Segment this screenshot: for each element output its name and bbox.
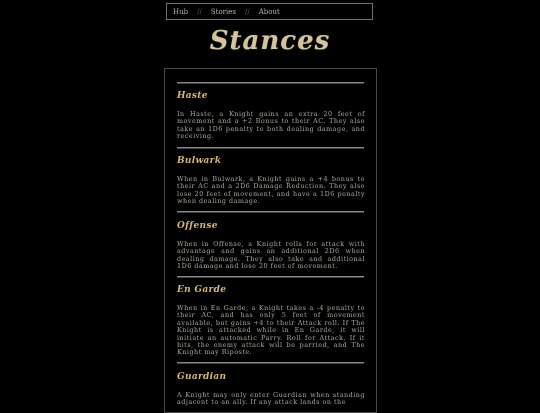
divider (177, 147, 364, 149)
divider (177, 82, 364, 84)
page-title: Stances (209, 26, 331, 56)
stance-title-bulwark: Bulwark (177, 156, 222, 166)
divider (177, 276, 364, 278)
nav-link-hub[interactable]: Hub (173, 7, 189, 16)
stance-title-guardian: Guardian (177, 372, 227, 382)
stance-description-haste: In Haste, a Knight gains an extra 20 feet of movement and a +2 Bonus to their AC. They also take an 1D6 penalty to both dealing damage, and receiving. (177, 110, 365, 141)
stance-title-en-garde: En Garde (177, 285, 227, 295)
stance-description-bulwark: When in Bulwark, a Knight gains a +4 bonus to their AC and a 2D6 Damage Reduction. They also lose 20 feet of movement, and have a 1D6 penalty when dealing damage. (177, 175, 365, 206)
stance-description-offense: When in Offense, a Knight rolls for attack with advantage and gains an additional 2D6 when dealing damage. They also take and additional 1D6 damage and lose 20 feet of movement. (177, 240, 365, 271)
stance-description-en-garde: When in En Garde, a Knight takes a -4 penalty to their AC, and has only 5 feet of movement available, but gains +4 to their Attack roll. If The Knight is attacked while in En Garde, it will initiate an automatic Parry. Roll for Attack. If it hits, the enemy attack will be parried, and The Knight may Riposte. (177, 304, 365, 357)
divider (177, 362, 364, 364)
stance-title-offense: Offense (177, 221, 218, 231)
stance-title-haste: Haste (177, 91, 208, 101)
stance-description-guardian: A Knight may only enter Guardian when standing adjacent to an ally. If any attack lands on the (177, 391, 365, 407)
top-nav (166, 3, 373, 20)
divider (177, 211, 364, 213)
nav-separator: // (197, 7, 202, 16)
nav-link-about[interactable]: About (258, 7, 280, 16)
nav-link-stories[interactable]: Stories (210, 7, 236, 16)
nav-separator: // (244, 7, 250, 16)
stances-panel (164, 68, 377, 413)
